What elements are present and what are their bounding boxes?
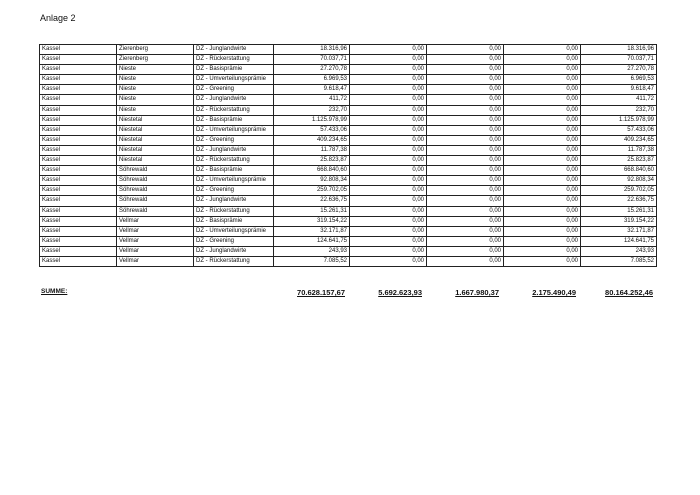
table-row xyxy=(40,176,657,186)
table-cell: 0,00 xyxy=(504,75,581,85)
table-cell: 0,00 xyxy=(350,135,427,145)
table-cell: 0,00 xyxy=(350,196,427,206)
table-cell: DZ - Rückerstattung xyxy=(194,256,274,266)
table-row xyxy=(40,45,657,55)
table-cell: 0,00 xyxy=(427,45,504,55)
table-row xyxy=(40,216,657,226)
table-cell: 409.234,65 xyxy=(581,135,657,145)
table-cell: DZ - Umverteilungsprämie xyxy=(194,75,274,85)
table-cell: DZ - Greening xyxy=(194,186,274,196)
table-row xyxy=(40,156,657,166)
table-cell: 0,00 xyxy=(427,216,504,226)
table-cell: 0,00 xyxy=(504,206,581,216)
table-cell: 0,00 xyxy=(350,95,427,105)
table-cell: 0,00 xyxy=(427,85,504,95)
table-cell: 0,00 xyxy=(504,125,581,135)
table-cell: Kassel xyxy=(40,145,117,155)
table-cell: Vellmar xyxy=(117,236,194,246)
table-cell: Kassel xyxy=(40,45,117,55)
table-cell: 411,72 xyxy=(274,95,350,105)
table-cell: 18.316,96 xyxy=(581,45,657,55)
table-cell: 319.154,22 xyxy=(581,216,657,226)
table-cell: 0,00 xyxy=(504,226,581,236)
table-cell: 668.840,60 xyxy=(581,166,657,176)
table-cell: 124.641,75 xyxy=(274,236,350,246)
table-row xyxy=(40,226,657,236)
table-cell: 7.085,52 xyxy=(274,256,350,266)
table-cell: 0,00 xyxy=(504,95,581,105)
table-cell: Niestetal xyxy=(117,135,194,145)
table-cell: 0,00 xyxy=(427,115,504,125)
data-table xyxy=(39,44,657,267)
table-row xyxy=(40,75,657,85)
table-cell: 32.171,87 xyxy=(581,226,657,236)
summe-value: 5.692.623,93 xyxy=(378,288,422,297)
table-cell: 0,00 xyxy=(427,186,504,196)
table-row xyxy=(40,145,657,155)
table-cell: DZ - Junglandwirte xyxy=(194,196,274,206)
table-cell: Zierenberg xyxy=(117,45,194,55)
table-cell: 9.618,47 xyxy=(274,85,350,95)
table-cell: 6.969,53 xyxy=(274,75,350,85)
table-cell: 0,00 xyxy=(427,95,504,105)
table-cell: Söhrewald xyxy=(117,206,194,216)
table-cell: 92.808,34 xyxy=(581,176,657,186)
table-cell: 243,93 xyxy=(274,246,350,256)
table-cell: 0,00 xyxy=(504,45,581,55)
table-cell: 0,00 xyxy=(350,55,427,65)
table-cell: 0,00 xyxy=(504,135,581,145)
table-cell: 0,00 xyxy=(427,236,504,246)
table-cell: Kassel xyxy=(40,166,117,176)
table-cell: 0,00 xyxy=(427,55,504,65)
summe-value: 70.628.157,67 xyxy=(297,288,345,297)
table-cell: 0,00 xyxy=(350,75,427,85)
table-cell: 0,00 xyxy=(504,186,581,196)
table-row xyxy=(40,135,657,145)
table-cell: Söhrewald xyxy=(117,196,194,206)
table-cell: 18.316,96 xyxy=(274,45,350,55)
table-cell: Kassel xyxy=(40,156,117,166)
table-cell: 0,00 xyxy=(504,196,581,206)
table-cell: 0,00 xyxy=(350,176,427,186)
table-cell: 11.787,38 xyxy=(274,145,350,155)
table-cell: Kassel xyxy=(40,65,117,75)
table-cell: 668.840,60 xyxy=(274,166,350,176)
table-cell: Vellmar xyxy=(117,216,194,226)
table-cell: Niestetal xyxy=(117,156,194,166)
table-cell: Kassel xyxy=(40,75,117,85)
table-row xyxy=(40,246,657,256)
table-row xyxy=(40,55,657,65)
table-row xyxy=(40,125,657,135)
table-cell: DZ - Rückerstattung xyxy=(194,105,274,115)
table-cell: 259.702,05 xyxy=(274,186,350,196)
table-cell: Nieste xyxy=(117,95,194,105)
table-cell: 0,00 xyxy=(504,166,581,176)
table-cell: Nieste xyxy=(117,85,194,95)
table-cell: Kassel xyxy=(40,206,117,216)
table-cell: 0,00 xyxy=(350,65,427,75)
table-cell: 32.171,87 xyxy=(274,226,350,236)
table-cell: DZ - Junglandwirte xyxy=(194,45,274,55)
table-row xyxy=(40,115,657,125)
table-cell: 0,00 xyxy=(350,246,427,256)
table-cell: 0,00 xyxy=(427,156,504,166)
table-cell: 6.969,53 xyxy=(581,75,657,85)
table-cell: 0,00 xyxy=(427,145,504,155)
table-cell: 0,00 xyxy=(350,256,427,266)
table-cell: 22.636,75 xyxy=(274,196,350,206)
table-cell: DZ - Rückerstattung xyxy=(194,206,274,216)
table-cell: 0,00 xyxy=(350,45,427,55)
table-cell: Söhrewald xyxy=(117,176,194,186)
table-cell: 0,00 xyxy=(427,125,504,135)
table-cell: Söhrewald xyxy=(117,186,194,196)
table-cell: DZ - Junglandwirte xyxy=(194,145,274,155)
table-cell: 0,00 xyxy=(350,206,427,216)
table-row xyxy=(40,206,657,216)
table-cell: DZ - Rückerstattung xyxy=(194,156,274,166)
table-cell: Nieste xyxy=(117,75,194,85)
table-cell: 0,00 xyxy=(350,115,427,125)
table-row xyxy=(40,256,657,266)
table-row xyxy=(40,65,657,75)
table-cell: 25.823,87 xyxy=(581,156,657,166)
table-cell: 0,00 xyxy=(427,166,504,176)
table-row xyxy=(40,236,657,246)
table-cell: 232,70 xyxy=(274,105,350,115)
table-cell: 0,00 xyxy=(350,216,427,226)
table-cell: 0,00 xyxy=(350,105,427,115)
table-cell: 0,00 xyxy=(427,75,504,85)
table-cell: 27.270,78 xyxy=(581,65,657,75)
table-cell: 0,00 xyxy=(504,156,581,166)
table-cell: Vellmar xyxy=(117,256,194,266)
table-cell: 57.433,06 xyxy=(274,125,350,135)
table-cell: 70.037,71 xyxy=(581,55,657,65)
table-cell: Nieste xyxy=(117,65,194,75)
table-cell: 0,00 xyxy=(504,256,581,266)
table-cell: 0,00 xyxy=(504,176,581,186)
table-cell: 11.787,38 xyxy=(581,145,657,155)
table-cell: 25.823,87 xyxy=(274,156,350,166)
table-cell: 22.636,75 xyxy=(581,196,657,206)
table-cell: DZ - Basisprämie xyxy=(194,65,274,75)
table-cell: DZ - Greening xyxy=(194,85,274,95)
table-cell: DZ - Umverteilungsprämie xyxy=(194,176,274,186)
table-cell: 0,00 xyxy=(504,216,581,226)
table-cell: 0,00 xyxy=(350,145,427,155)
table-cell: Söhrewald xyxy=(117,166,194,176)
table-cell: Niestetal xyxy=(117,145,194,155)
table-cell: 0,00 xyxy=(504,85,581,95)
table-cell: 0,00 xyxy=(350,166,427,176)
table-cell: Kassel xyxy=(40,186,117,196)
table-cell: 0,00 xyxy=(427,196,504,206)
table-cell: 15.261,31 xyxy=(581,206,657,216)
table-cell: 0,00 xyxy=(350,125,427,135)
table-row xyxy=(40,95,657,105)
summary-row xyxy=(39,288,656,300)
table-cell: Vellmar xyxy=(117,246,194,256)
table-cell: 0,00 xyxy=(427,206,504,216)
table-cell: Kassel xyxy=(40,236,117,246)
table-cell: Kassel xyxy=(40,246,117,256)
table-cell: 409.234,65 xyxy=(274,135,350,145)
table-cell: 7.085,52 xyxy=(581,256,657,266)
table-cell: 9.618,47 xyxy=(581,85,657,95)
table-cell: 0,00 xyxy=(427,256,504,266)
table-cell: 0,00 xyxy=(350,156,427,166)
table-cell: Kassel xyxy=(40,176,117,186)
table-cell: 1.125.978,99 xyxy=(274,115,350,125)
table-cell: Kassel xyxy=(40,95,117,105)
table-cell: 0,00 xyxy=(350,236,427,246)
table-cell: DZ - Junglandwirte xyxy=(194,246,274,256)
table-cell: 0,00 xyxy=(350,186,427,196)
table-row xyxy=(40,85,657,95)
table-cell: Kassel xyxy=(40,256,117,266)
table-cell: DZ - Umverteilungsprämie xyxy=(194,125,274,135)
table-cell: 243,93 xyxy=(581,246,657,256)
summe-value: 2.175.490,49 xyxy=(532,288,576,297)
table-cell: 92.808,34 xyxy=(274,176,350,186)
table-cell: Zierenberg xyxy=(117,55,194,65)
table-cell: 0,00 xyxy=(427,135,504,145)
table-cell: DZ - Greening xyxy=(194,236,274,246)
table-cell: Kassel xyxy=(40,105,117,115)
table-cell: DZ - Basisprämie xyxy=(194,216,274,226)
table-cell: 0,00 xyxy=(427,246,504,256)
table-cell: DZ - Rückerstattung xyxy=(194,55,274,65)
table-cell: Niestetal xyxy=(117,125,194,135)
table-cell: 259.702,05 xyxy=(581,186,657,196)
table-cell: Kassel xyxy=(40,216,117,226)
table-cell: 1.125.978,99 xyxy=(581,115,657,125)
table-cell: Kassel xyxy=(40,125,117,135)
table-cell: 0,00 xyxy=(427,176,504,186)
table-cell: Kassel xyxy=(40,85,117,95)
table-cell: DZ - Basisprämie xyxy=(194,166,274,176)
table-cell: DZ - Basisprämie xyxy=(194,115,274,125)
table-cell: 232,70 xyxy=(581,105,657,115)
table-cell: Nieste xyxy=(117,105,194,115)
table-cell: DZ - Junglandwirte xyxy=(194,95,274,105)
table-cell: Niestetal xyxy=(117,115,194,125)
table-row xyxy=(40,186,657,196)
table-cell: 0,00 xyxy=(504,105,581,115)
table-cell: 70.037,71 xyxy=(274,55,350,65)
table-cell: 319.154,22 xyxy=(274,216,350,226)
summe-label: SUMME: xyxy=(41,288,68,295)
table-cell: 0,00 xyxy=(350,226,427,236)
table-cell: 0,00 xyxy=(504,145,581,155)
table-cell: Kassel xyxy=(40,196,117,206)
table-cell: 57.433,06 xyxy=(581,125,657,135)
table-cell: 0,00 xyxy=(427,105,504,115)
table-cell: Kassel xyxy=(40,135,117,145)
table-cell: Kassel xyxy=(40,226,117,236)
table-row xyxy=(40,105,657,115)
table-cell: 15.261,31 xyxy=(274,206,350,216)
table-cell: 0,00 xyxy=(427,226,504,236)
table-cell: DZ - Umverteilungsprämie xyxy=(194,226,274,236)
page-label: Anlage 2 xyxy=(40,13,76,23)
table-cell: Kassel xyxy=(40,55,117,65)
table-row xyxy=(40,166,657,176)
table-cell: Kassel xyxy=(40,115,117,125)
table-cell: 124.641,75 xyxy=(581,236,657,246)
table-cell: 0,00 xyxy=(504,55,581,65)
table-cell: 0,00 xyxy=(504,246,581,256)
table-cell: Vellmar xyxy=(117,226,194,236)
summe-value: 1.667.980,37 xyxy=(455,288,499,297)
table-cell: 0,00 xyxy=(504,236,581,246)
table-cell: 0,00 xyxy=(504,65,581,75)
table-cell: 0,00 xyxy=(427,65,504,75)
table-cell: 0,00 xyxy=(350,85,427,95)
table-cell: 27.270,78 xyxy=(274,65,350,75)
table-cell: 0,00 xyxy=(504,115,581,125)
summe-value: 80.164.252,46 xyxy=(605,288,653,297)
table-row xyxy=(40,196,657,206)
table-cell: DZ - Greening xyxy=(194,135,274,145)
table-cell: 411,72 xyxy=(581,95,657,105)
